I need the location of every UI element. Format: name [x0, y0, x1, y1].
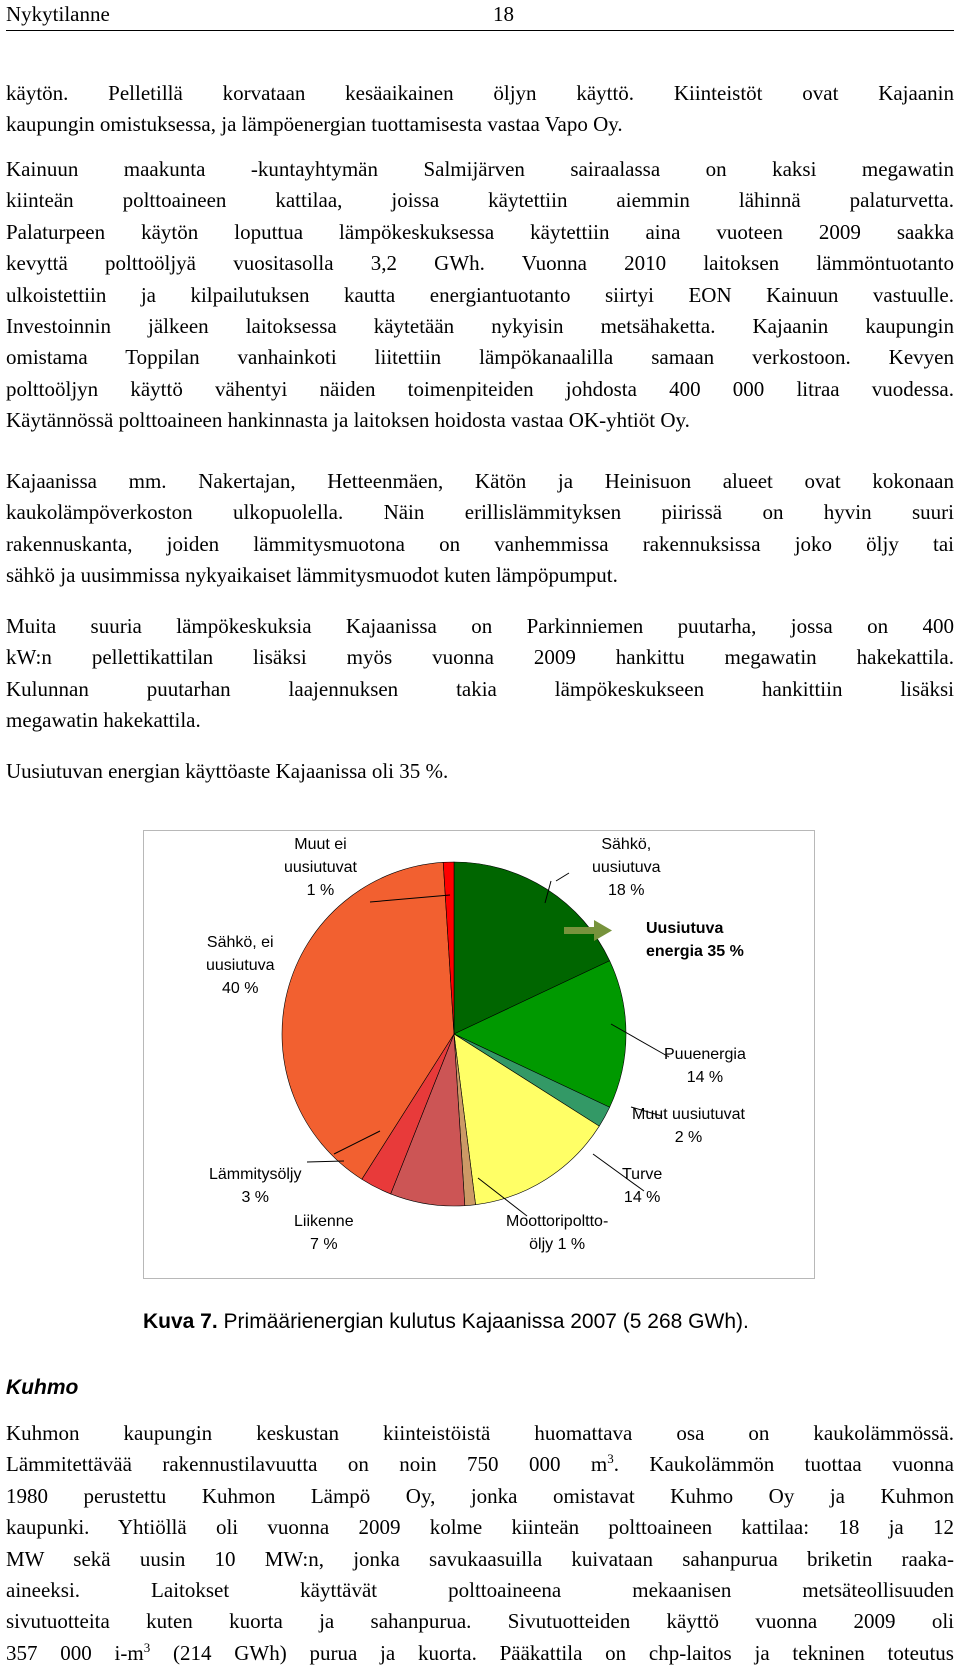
label-line: 14 %: [623, 1189, 661, 1206]
label-line: 1 %: [306, 882, 335, 899]
text-line: rakennuskanta, joiden lämmitysmuotona on vanhemmissa rakennuksissa joko öljy tai: [6, 531, 954, 556]
text-line: Kuhmon kaupungin keskustan kiinteistöistä huomattava osa on kaukolämmössä.: [6, 1421, 954, 1445]
text-line: Kainuun maakunta -kuntayhtymän Salmijärven sairaalassa on kaksi megawatin: [6, 157, 954, 181]
superscript: 3: [607, 1451, 614, 1467]
text-line: kW:n pellettikattilan lisäksi myös vuonna 2009 hankittu megawatin hakekattila.: [6, 645, 954, 670]
label-line: Sähkö,: [601, 836, 652, 853]
label-turve: [622, 1163, 662, 1209]
page-number: 18: [493, 2, 514, 26]
text-line: megawatin hakekattila.: [6, 708, 201, 733]
label-line: Liikenne: [294, 1213, 354, 1230]
arrow-shaft: [564, 927, 596, 934]
text-line: MW sekä uusin 10 MW:n, jonka savukaasuilla kuivataan sahanpurua briketin raaka-: [6, 1546, 954, 1571]
label-line: uusiutuva: [206, 957, 275, 974]
label-lammitysoljy: [209, 1163, 301, 1209]
superscript: 3: [143, 1639, 151, 1655]
paragraph-1: [6, 78, 954, 141]
page-header: [6, 0, 954, 31]
label-line: Turve: [622, 1166, 663, 1183]
text-line: Kajaanissa mm. Nakertajan, Hetteenmäen, Kätön ja Heinisuon alueet ovat kokonaan: [6, 469, 954, 493]
paragraph-4: [6, 611, 954, 737]
caption-label: Kuva 7.: [143, 1310, 218, 1333]
label-line: uusiutuvat: [284, 859, 357, 876]
label-line: uusiutuva: [592, 859, 661, 876]
text-line: Uusiutuvan energian käyttöaste Kajaanissa oli 35 %.: [6, 759, 449, 783]
figure-caption: [143, 1310, 749, 1334]
pie-chart: [143, 830, 815, 1279]
label-line: energia 35 %: [646, 943, 744, 960]
label-moottoripolttooljy: [506, 1210, 608, 1256]
text-line: Käytännössä polttoaineen hankinnasta ja laitoksen hoidosta vastaa OK-yhtiöt Oy.: [6, 408, 690, 433]
label-muut-ei-uusiutuvat: [284, 833, 357, 902]
arrow-head: [594, 920, 612, 941]
text-line: Muita suuria lämpökeskuksia Kajaanissa on Parkinniemen puutarha, jossa on 400: [6, 614, 954, 638]
caption-text: Primäärienergian kulutus Kajaanissa 2007 (5 268 GWh).: [223, 1310, 749, 1333]
leader-line: [556, 873, 569, 881]
text-line: omistama Toppilan vanhainkoti liitettiin lämpökanaalilla samaan verkostoon. Kevyen: [6, 345, 954, 370]
text-line: kaupunki. Yhtiöllä oli vuonna 2009 kolme kiinteän polttoaineen kattilaa: 18 ja 12: [6, 1515, 954, 1540]
label-line: Muut uusiutuvat: [632, 1106, 745, 1123]
label-muut-uusiutuvat: [632, 1103, 745, 1149]
label-line: 40 %: [222, 980, 259, 997]
label-line: 2 %: [674, 1129, 703, 1146]
text-line: 1980 perustettu Kuhmon Lämpö Oy, jonka omistavat Kuhmo Oy ja Kuhmon: [6, 1483, 954, 1508]
label-line: öljy 1 %: [529, 1236, 586, 1253]
text-segment: (214 GWh) purua ja kuorta. Pääkattila on chp-laitos ja tekninen toteutus: [150, 1640, 954, 1665]
paragraph-5: [6, 756, 954, 787]
label-sahko-ei-uusiutuva: [206, 931, 275, 1000]
text-line: kiinteän polttoaineen kattilaa, joissa käytettiin aiemmin lähinnä palaturvetta.: [6, 188, 954, 213]
text-line: Kulunnan puutarhan laajennuksen takia lämpökeskukseen hankittiin lisäksi: [6, 676, 954, 701]
text-line: kaukolämpöverkoston ulkopuolella. Näin erillislämmityksen piirissä on hyvin suuri: [6, 500, 954, 525]
label-liikenne: [294, 1210, 354, 1256]
paragraph-2: [6, 154, 954, 437]
text-segment: . Kaukolämmön tuottaa vuonna: [613, 1452, 954, 1477]
label-line: 18 %: [608, 882, 645, 899]
text-line: kevyttä polttoöljyä vuositasolla 3,2 GWh. Vuonna 2010 laitoksen lämmöntuotanto: [6, 251, 954, 276]
text-line: sähkö ja uusimmissa nykyaikaiset lämmitysmuodot kuten lämpöpumput.: [6, 563, 618, 588]
label-line: Lämmitysöljy: [209, 1166, 302, 1183]
text-line: [6, 1449, 954, 1480]
text-line: sivutuotteita kuten kuorta ja sahanpurua. Sivutuotteiden käyttö vuonna 2009 oli: [6, 1609, 954, 1634]
text-line: Investoinnin jälkeen laitoksessa käytetään nykyisin metsähaketta. Kajaanin kaupungin: [6, 313, 954, 338]
text-line: käytön. Pelletillä korvataan kesäaikainen öljyn käyttö. Kiinteistöt ovat Kajaanin: [6, 81, 954, 105]
paragraph-kuhmo: [6, 1418, 954, 1669]
text-line: kaupungin omistuksessa, ja lämpöenergian tuottamisesta vastaa Vapo Oy.: [6, 112, 623, 137]
label-line: Moottoripoltto-: [506, 1213, 609, 1230]
text-line: polttoöljyn käyttö vähentyi näiden toimenpiteiden johdosta 400 000 litraa vuodessa.: [6, 376, 954, 401]
label-line: 14 %: [686, 1069, 724, 1086]
label-puuenergia: [664, 1043, 746, 1089]
label-renewable-total: [646, 917, 744, 963]
text-line: [6, 1638, 954, 1669]
text-line: Palaturpeen käytön loputtua lämpökeskuksessa käytettiin aina vuoteen 2009 saakka: [6, 219, 954, 244]
text-line: ulkoistettiin ja kilpailutuksen kautta energiantuotanto siirtyi EON Kainuun vastuulle.: [6, 282, 954, 307]
paragraph-3: [6, 466, 954, 592]
label-line: Sähkö, ei: [206, 934, 274, 951]
label-line: 3 %: [241, 1189, 270, 1206]
label-line: Puuenergia: [664, 1046, 746, 1063]
text-segment: Lämmitettävää rakennustilavuutta on noin 750 000 m: [6, 1452, 608, 1477]
label-sahko-uusiutuva: [592, 833, 661, 902]
label-line: 7 %: [310, 1236, 338, 1253]
header-title: Nykytilanne: [6, 2, 110, 26]
text-line: aineeksi. Laitokset käyttävät polttoaineena mekaanisen metsäteollisuuden: [6, 1577, 954, 1602]
label-line: Uusiutuva: [646, 920, 724, 937]
section-title: Kuhmo: [6, 1376, 79, 1399]
label-line: Muut ei: [294, 836, 347, 853]
text-segment: 357 000 i-m: [6, 1640, 144, 1665]
